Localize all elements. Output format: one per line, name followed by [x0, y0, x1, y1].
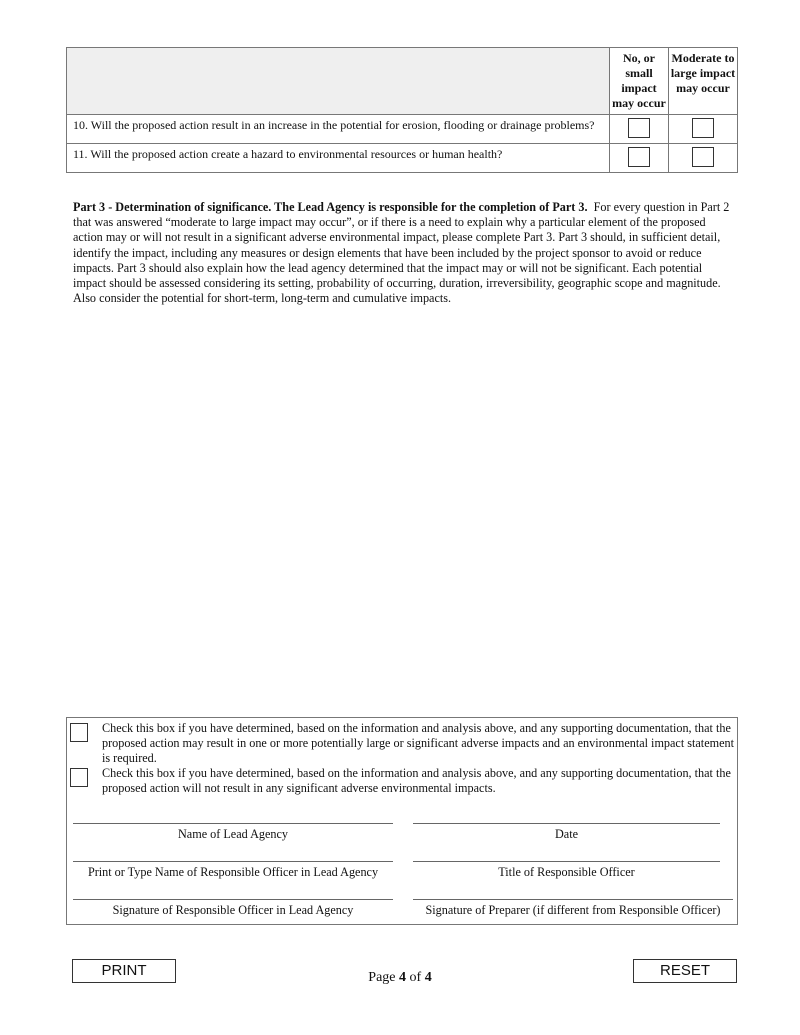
- q11-small-impact-checkbox[interactable]: [628, 147, 650, 167]
- table-row: [67, 144, 738, 173]
- date-field[interactable]: Date: [413, 823, 720, 842]
- preparer-signature-field[interactable]: Signature of Preparer (if different from Responsible Officer): [413, 899, 733, 918]
- table-row: [67, 115, 738, 144]
- page-of: of: [406, 970, 425, 985]
- question-text: Will the proposed action create a hazard to environmental resources or human health?: [90, 147, 503, 161]
- question-11: [67, 144, 610, 173]
- reset-button[interactable]: RESET: [633, 959, 737, 983]
- part3-body: For every question in Part 2 that was answered “moderate to large impact may occur”, or if there is a need to explain why a particular element of the proposed action may or will not result in a significant adverse environmental impact, please complete Part 3. Part 3 should, in sufficient detail, identify the impact, including any measures or design elements that have been included by the project sponsor to avoid or reduce impacts. Part 3 should also explain how the lead agency determined that the impact may or will not be significant. Each potential impact should be assessed considering its setting, probability of occurring, duration, irreversibility, geographic scope and magnitude. Also consider the potential for short-term, long-term and cumulative impacts.: [73, 200, 730, 306]
- officer-title-field[interactable]: Title of Responsible Officer: [413, 861, 720, 880]
- impact-table: [66, 47, 738, 173]
- page-total: 4: [424, 970, 432, 985]
- determination-box: [66, 717, 738, 925]
- print-button[interactable]: PRINT: [72, 959, 176, 983]
- part3-instructions: [73, 200, 733, 306]
- question-text: Will the proposed action result in an increase in the potential for erosion, flooding or drainage problems?: [90, 118, 595, 132]
- question-number: 10.: [73, 118, 88, 132]
- no-significant-impact-label: Check this box if you have determined, based on the information and analysis above, and any supporting documentation, that the proposed action will not result in any significant adverse environmental impacts.: [102, 766, 731, 795]
- officer-signature-field[interactable]: Signature of Responsible Officer in Lead Agency: [73, 899, 393, 918]
- page-number: [0, 970, 800, 986]
- q11-large-impact-checkbox[interactable]: [692, 147, 714, 167]
- page-prefix: Page: [368, 970, 400, 985]
- eis-required-checkbox[interactable]: [70, 723, 88, 742]
- q10-small-impact-checkbox[interactable]: [628, 118, 650, 138]
- question-10: [67, 115, 610, 144]
- header-blank: [67, 48, 610, 115]
- eis-required-label: Check this box if you have determined, based on the information and analysis above, and any supporting documentation, that the proposed action may result in one or more potentially large or significant adverse impacts and an environmental impact statement is required.: [102, 721, 734, 765]
- part3-title: Part 3 - Determination of significance. The Lead Agency is responsible for the completion of Part 3.: [73, 200, 588, 214]
- lead-agency-field[interactable]: Name of Lead Agency: [73, 823, 393, 842]
- officer-name-field[interactable]: Print or Type Name of Responsible Officer in Lead Agency: [73, 861, 393, 880]
- header-large-impact: Moderate to large impact may occur: [669, 48, 738, 115]
- question-number: 11.: [73, 147, 88, 161]
- no-significant-impact-checkbox[interactable]: [70, 768, 88, 787]
- page-current: 4: [399, 970, 407, 985]
- q10-large-impact-checkbox[interactable]: [692, 118, 714, 138]
- header-small-impact: No, or small impact may occur: [610, 48, 669, 115]
